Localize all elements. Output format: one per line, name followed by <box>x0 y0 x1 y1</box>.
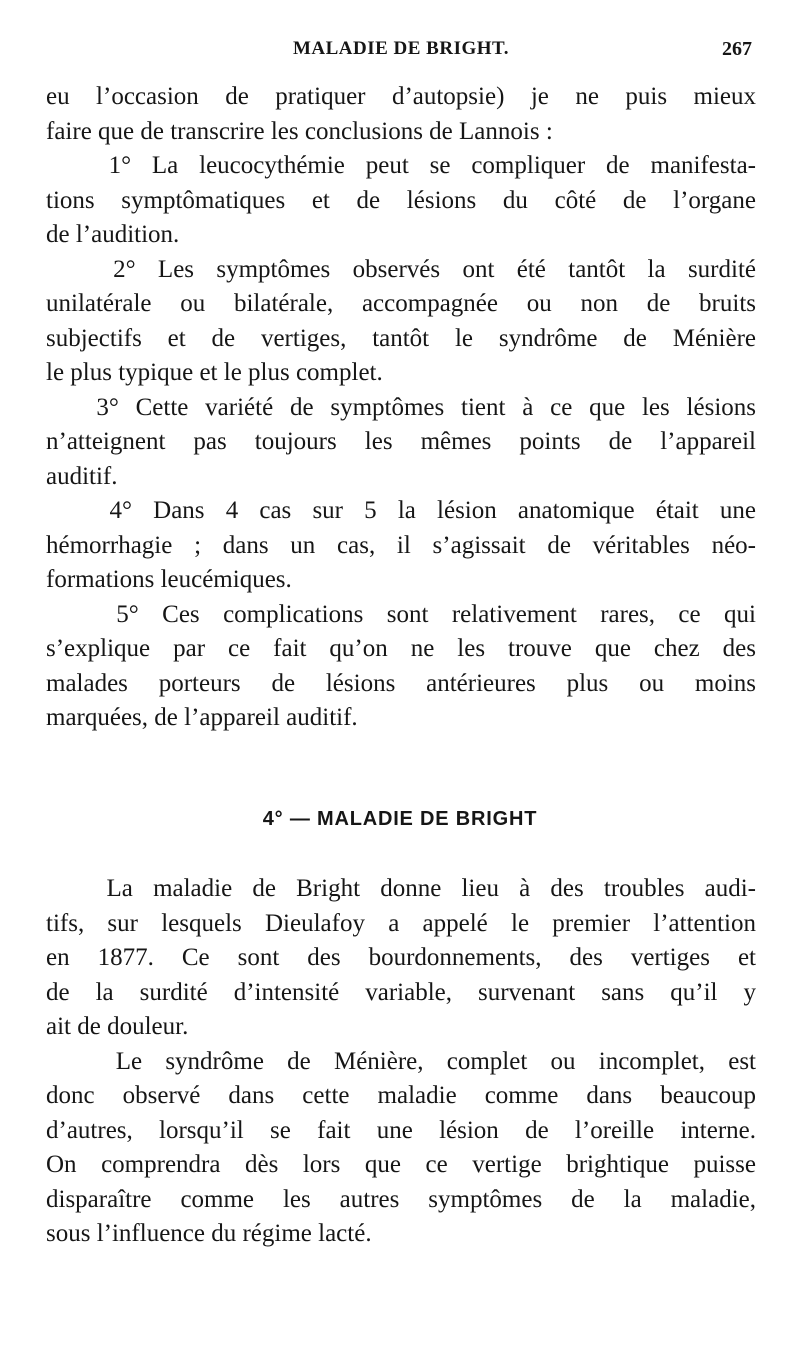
running-title: MALADIE DE BRIGHT. <box>292 38 510 59</box>
text-line: 1° La leucocythémie peut se compliquer de manifesta- <box>46 152 756 179</box>
text-line: unilatérale ou bilatérale, accompagnée ou non de bruits <box>46 290 756 317</box>
text-line: malades porteurs de lésions antérieures plus ou moins <box>46 669 756 697</box>
section-heading: 4° — MALADIE DE BRIGHT <box>262 808 538 830</box>
text-line: 5° Ces complications sont relativement rares, ce qui <box>46 600 756 628</box>
text-line: de la surdité d’intensité variable, survenant sans qu’il y <box>46 978 756 1006</box>
text-line: 2° Les symptômes observés ont été tantôt la surdité <box>46 255 756 283</box>
body-text-bottom <box>46 872 756 1252</box>
text-line: 3° Cette variété de symptômes tient à ce que les lésions <box>46 393 756 421</box>
text-line: eu l’occasion de pratiquer d’autopsie) je ne puis mieux <box>46 83 756 110</box>
text-line: Le syndrôme de Ménière, complet ou incomplet, est <box>46 1047 756 1075</box>
text-line: tifs, sur lesquels Dieulafoy a appelé le premier l’attention <box>46 909 756 937</box>
text-line: marquées, de l’appareil auditif. <box>46 704 358 731</box>
text-line: 4° Dans 4 cas sur 5 la lésion anatomique était une <box>46 497 756 524</box>
text-line: ait de douleur. <box>46 1013 189 1040</box>
text-line: d’autres, lorsqu’il se fait une lésion de l’oreille interne. <box>46 1116 756 1144</box>
text-line: en 1877. Ce sont des bourdonnements, des vertiges et <box>46 944 756 971</box>
text-line: faire que de transcrire les conclusions de Lannois : <box>46 117 553 145</box>
text-line: tions symptômatiques et de lésions du côté de l’organe <box>46 186 756 214</box>
text-line: n’atteignent pas toujours les mêmes points de l’appareil <box>46 428 756 455</box>
text-line: donc observé dans cette maladie comme dans beaucoup <box>46 1082 756 1109</box>
text-line: formations leucémiques. <box>46 566 292 593</box>
text-line: le plus typique et le plus complet. <box>46 359 383 386</box>
text-line: auditif. <box>46 462 118 490</box>
running-head <box>46 38 756 64</box>
text-line: hémorrhagie ; dans un cas, il s’agissait de véritables néo- <box>46 531 756 559</box>
page-number: 267 <box>722 38 752 60</box>
text-line: s’explique par ce fait qu’on ne les trouve que chez des <box>46 635 756 662</box>
body-text-top <box>46 80 756 736</box>
text-line: de l’audition. <box>46 221 180 248</box>
text-line: disparaître comme les autres symptômes de la maladie, <box>46 1185 756 1213</box>
text-line: On comprendra dès lors que ce vertige brightique puisse <box>46 1151 756 1178</box>
text-line: sous l’influence du régime lacté. <box>46 1220 372 1247</box>
text-line: subjectifs et de vertiges, tantôt le syndrôme de Ménière <box>46 324 756 352</box>
text-line: La maladie de Bright donne lieu à des troubles audi- <box>46 875 756 902</box>
